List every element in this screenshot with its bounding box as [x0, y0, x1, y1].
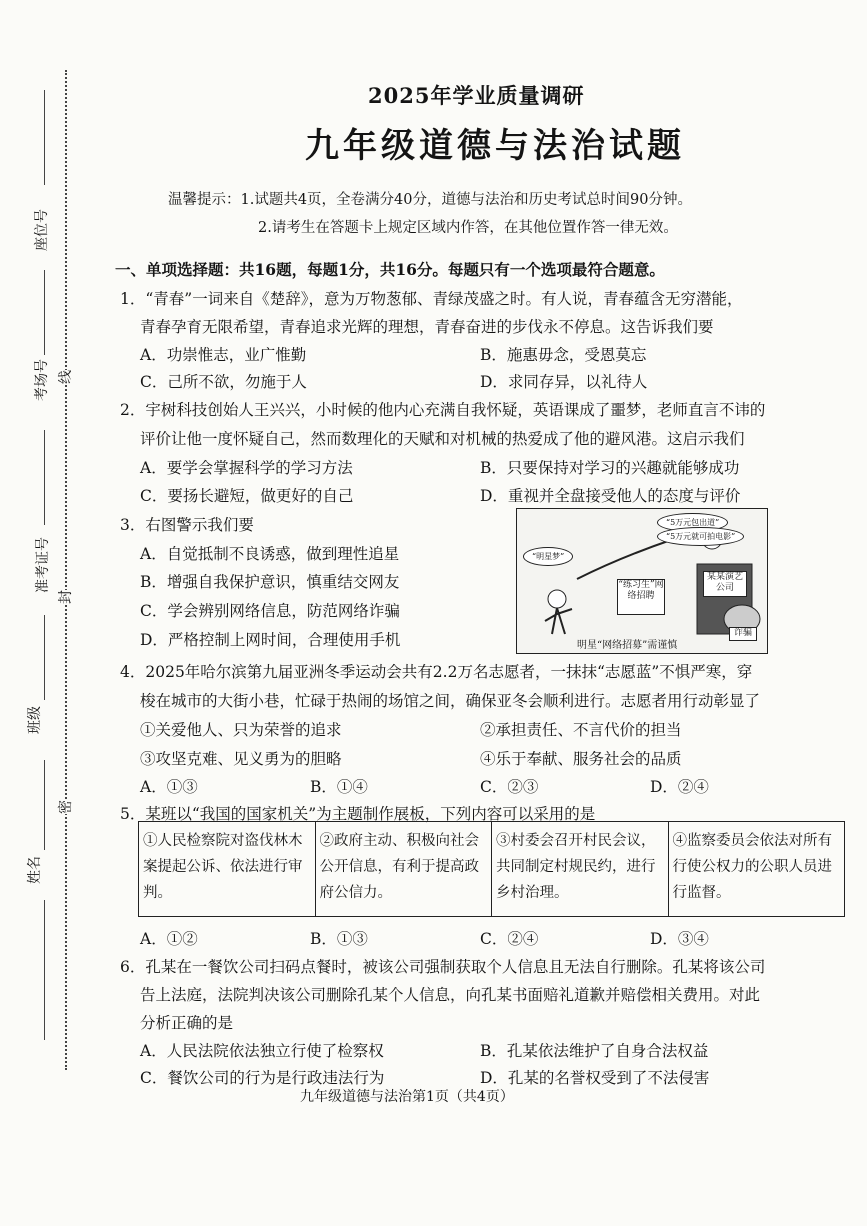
q2-option-b: B．只要保持对学习的兴趣就能够成功: [480, 459, 740, 477]
q4-statement-3: ③攻坚克难、见义勇为的胆略: [140, 750, 342, 768]
q4-line-1: 4．2025年哈尔滨第九届亚洲冬季运动会共有2.2万名志愿者，一抹抹“志愿蓝”不惧严寒，穿: [120, 663, 753, 681]
name-field-line: [44, 760, 45, 850]
q1-option-d: D．求同存异，以礼待人: [480, 373, 648, 391]
cartoon-sign: “练习生”网络招聘: [617, 579, 665, 615]
q2-option-d: D．重视并全盘接受他人的态度与评价: [480, 487, 741, 505]
exam-no-field-line: [44, 270, 45, 355]
q6-option-a: A．人民法院依法独立行使了检察权: [140, 1042, 384, 1060]
q4-line-2: 梭在城市的大街小巷，忙碌于热闹的场馆之间，确保亚冬会顺利进行。志愿者用行动彰显了: [140, 692, 761, 710]
q5-option-d: D．③④: [650, 930, 709, 948]
seat-label: 座位号: [34, 209, 50, 251]
q5-cell-1: ①人民检察院对盗伐林木案提起公诉、依法进行审判。: [139, 822, 316, 917]
q5-cell-4: ④监察委员会依法对所有行使公权力的公职人员进行监督。: [668, 822, 845, 917]
cut-line: [65, 70, 67, 1070]
q4-statement-1: ①关爱他人、只为荣誉的追求: [140, 721, 342, 739]
q3-stem: 3．右图警示我们要: [120, 516, 254, 534]
binding-margin: [0, 70, 95, 1070]
page-title: 九年级道德与法治试题: [305, 126, 685, 166]
q6-line-2: 告上法庭，法院判决该公司删除孔某个人信息，向孔某书面赔礼道歉并赔偿相关费用。对此: [140, 986, 761, 1004]
q3-option-a: A．自觉抵制不良诱惑，做到理性追星: [140, 545, 400, 563]
tip-line-2: 2.请考生在答题卡上规定区域内作答，在其他位置作答一律无效。: [258, 220, 678, 236]
cartoon-caption: 明星“网络招募”需谨慎: [577, 640, 678, 651]
name-label: 姓名: [27, 856, 43, 884]
cartoon-bubble-1: “5万元包出道”: [657, 513, 728, 532]
cartoon-bubble-2: “5万元就可拍电影”: [657, 527, 744, 546]
cut-mark-secret: 密: [53, 800, 77, 814]
page-footer: 九年级道德与法治第1页（共4页）: [300, 1089, 514, 1105]
q5-option-c: C．②④: [480, 930, 539, 948]
q5-statement-table: [138, 821, 845, 917]
q6-option-c: C．餐饮公司的行为是行政违法行为: [140, 1069, 385, 1087]
q4-option-d: D．②④: [650, 778, 709, 796]
q4-option-a: A．①③: [140, 778, 198, 796]
cartoon-bag-label: 诈骗: [729, 627, 757, 641]
id-field-line: [44, 430, 45, 525]
q1-option-a: A．功崇惟志，业广惟勤: [140, 346, 307, 364]
seat-field-line: [44, 90, 45, 185]
q4-option-c: C．②③: [480, 778, 539, 796]
q3-option-c: C．学会辨别网络信息，防范网络诈骗: [140, 602, 400, 620]
q5-stem: 5．某班以“我国的国家机关”为主题制作展板，下列内容可以采用的是: [120, 805, 596, 823]
q1-option-c: C．己所不欲，勿施于人: [140, 373, 307, 391]
q1-line-1: 1．“青春”一词来自《楚辞》，意为万物葱郁、青绿茂盛之时。有人说，青春蕴含无穷潜能，: [120, 290, 743, 308]
id-label: 准考证号: [35, 537, 51, 593]
tip-line-1: 温馨提示：1.试题共4页，全卷满分40分，道德与法治和历史考试总时间90分钟。: [168, 192, 692, 208]
bottom-field-line: [44, 900, 45, 1040]
q2-line-1: 2．宇树科技创始人王兴兴，小时候的他内心充满自我怀疑，英语课成了噩梦，老师直言不讳的: [120, 401, 766, 419]
cut-mark-seal: 封: [53, 590, 77, 604]
q1-line-2: 青春孕育无限希望，青春追求光辉的理想，青春奋进的步伐永不停息。这告诉我们要: [140, 318, 714, 336]
q6-line-1: 6．孔某在一餐饮公司扫码点餐时，被该公司强制获取个人信息且无法自行删除。孔某将该公司: [120, 958, 766, 976]
q4-option-b: B．①④: [310, 778, 368, 796]
q3-cartoon: [516, 508, 768, 654]
q5-cell-2: ②政府主动、积极向社会公开信息，有利于提高政府公信力。: [315, 822, 492, 917]
q6-option-b: B．孔某依法维护了自身合法权益: [480, 1042, 709, 1060]
cartoon-company: 某某演艺公司: [703, 571, 747, 597]
class-field-line: [44, 615, 45, 700]
q5-cell-3: ③村委会召开村民会议，共同制定村规民约，进行乡村治理。: [492, 822, 669, 917]
q4-statement-4: ④乐于奉献、服务社会的品质: [480, 750, 682, 768]
q3-option-d: D．严格控制上网时间，合理使用手机: [140, 631, 401, 649]
page-subtitle: 2025年学业质量调研: [368, 83, 585, 108]
q3-option-b: B．增强自我保护意识，慎重结交网友: [140, 573, 400, 591]
q2-line-2: 评价让他一度怀疑自己，然而数理化的天赋和对机械的热爱成了他的避风港。这启示我们: [140, 430, 745, 448]
q4-statement-2: ②承担责任、不言代价的担当: [480, 721, 682, 739]
class-label: 班级: [27, 706, 43, 734]
q6-option-d: D．孔某的名誉权受到了不法侵害: [480, 1069, 710, 1087]
exam-no-label: 考场号: [34, 359, 50, 401]
q6-line-3: 分析正确的是: [140, 1014, 234, 1032]
cut-mark-line: 线: [53, 370, 77, 384]
q2-option-a: A．要学会掌握科学的学习方法: [140, 459, 353, 477]
q5-option-b: B．①③: [310, 930, 368, 948]
q5-option-a: A．①②: [140, 930, 198, 948]
cartoon-star-bubble: “明星梦”: [523, 547, 573, 566]
q1-option-b: B．施惠毋念，受恩莫忘: [480, 346, 647, 364]
section-heading: 一、单项选择题：共16题，每题1分，共16分。每题只有一个选项最符合题意。: [115, 260, 665, 279]
q2-option-c: C．要扬长避短，做更好的自己: [140, 487, 354, 505]
